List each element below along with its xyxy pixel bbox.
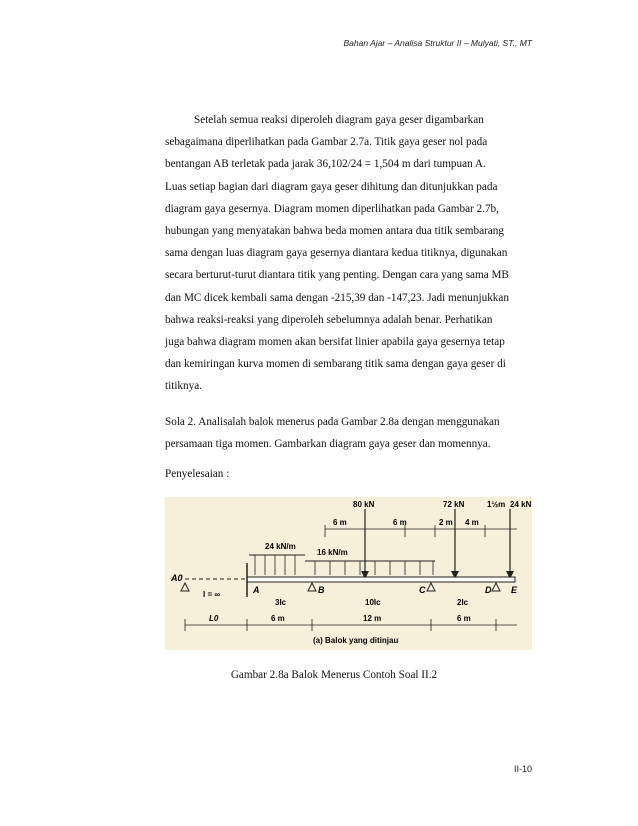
support-label: B	[318, 585, 325, 595]
support-b	[308, 583, 316, 591]
inertia-label: I = ∞	[203, 590, 221, 599]
udl-label: 16 kN/m	[317, 548, 348, 557]
text-line: hubungan yang menyatakan bahwa beda momen antara dua titik sembarang	[165, 225, 504, 238]
support-label: D	[485, 585, 492, 595]
text-line: Sola 2. Analisalah balok menerus pada Gambar 2.8a dengan menggunakan	[165, 416, 500, 428]
text-line: Setelah semua reaksi diperoleh diagram gaya geser digambarkan	[194, 114, 484, 126]
text-line: diagram gaya gesernya. Diagram momen diperlihatkan pada Gambar 2.7b,	[165, 202, 499, 215]
span-label: 6 m	[271, 614, 285, 623]
span-label: 6 m	[457, 614, 471, 623]
text-line: Luas setiap bagian dari diagram gaya geser dihitung dan ditunjukkan pada	[165, 180, 498, 193]
text-line: sama dengan luas diagram gaya gesernya diantara kedua titiknya, digunakan	[165, 247, 508, 260]
text-line: dan kemiringan kurva momen di sembarang titik sama dengan gaya geser di	[165, 358, 506, 371]
support-label: E	[511, 585, 518, 595]
paragraph-reaction-explanation	[165, 109, 532, 398]
text-line: bentangan AB terletak pada jarak 36,102/24 = 1,504 m dari tumpuan A.	[165, 158, 486, 171]
text-line: dan MC dicek kembali sama dengan -215,39 dan -147,23. Jadi menunjukkan	[165, 291, 509, 304]
span-label: L0	[209, 614, 219, 623]
load-label: 80 kN	[353, 500, 375, 509]
text-line: secara berturut-turut diantara titik yang penting. Dengan cara yang sama MB	[165, 269, 509, 282]
span-label: 12 m	[363, 614, 382, 623]
figure-caption: Gambar 2.8a Balok Menerus Contoh Soal II.2	[230, 669, 438, 681]
support-label: C	[419, 585, 426, 595]
text-line: titiknya.	[165, 380, 202, 393]
dimension-label: 4 m	[465, 518, 479, 527]
inertia-label: 3Ic	[275, 598, 287, 607]
support-c	[427, 583, 435, 591]
load-label: 24 kN	[510, 500, 532, 509]
load-label: 1½m	[487, 500, 506, 509]
support-label: A	[253, 585, 260, 595]
figure-subcaption: (a) Balok yang ditinjau	[313, 636, 399, 645]
inertia-label: 2Ic	[457, 598, 469, 607]
text-line: juga bahwa diagram momen akan bersifat linier apabila gaya gesernya tetap	[165, 336, 505, 349]
udl-label: 24 kN/m	[265, 542, 296, 551]
dimension-label: 6 m	[333, 518, 347, 527]
text-line: bahwa reaksi-reaksi yang diperoleh sebelumnya adalah benar. Perhatikan	[165, 313, 493, 326]
paragraph-solution-label	[165, 463, 532, 485]
text-line: persamaan tiga momen. Gambarkan diagram gaya geser dan momennya.	[165, 438, 491, 451]
page-header: Bahan Ajar – Analisa Struktur II – Mulyati, ST., MT	[343, 38, 532, 48]
dimension-label: 2 m	[439, 518, 453, 527]
support-label: A0	[171, 573, 183, 583]
inertia-label: 10Ic	[365, 598, 381, 607]
text-line: sebagaimana diperlihatkan pada Gambar 2.7a. Titik gaya geser nol pada	[165, 136, 488, 149]
paragraph-problem-statement	[165, 411, 532, 455]
beam	[247, 577, 515, 582]
text-line: Penyelesaian :	[165, 468, 230, 480]
udl-arrows	[255, 555, 433, 575]
support-d	[492, 583, 500, 591]
dimension-label: 6 m	[393, 518, 407, 527]
load-label: 72 kN	[443, 500, 465, 509]
beam-figure	[165, 497, 532, 650]
beam-diagram	[165, 497, 532, 650]
page-number: II-10	[513, 764, 532, 774]
support-a0	[181, 583, 189, 591]
